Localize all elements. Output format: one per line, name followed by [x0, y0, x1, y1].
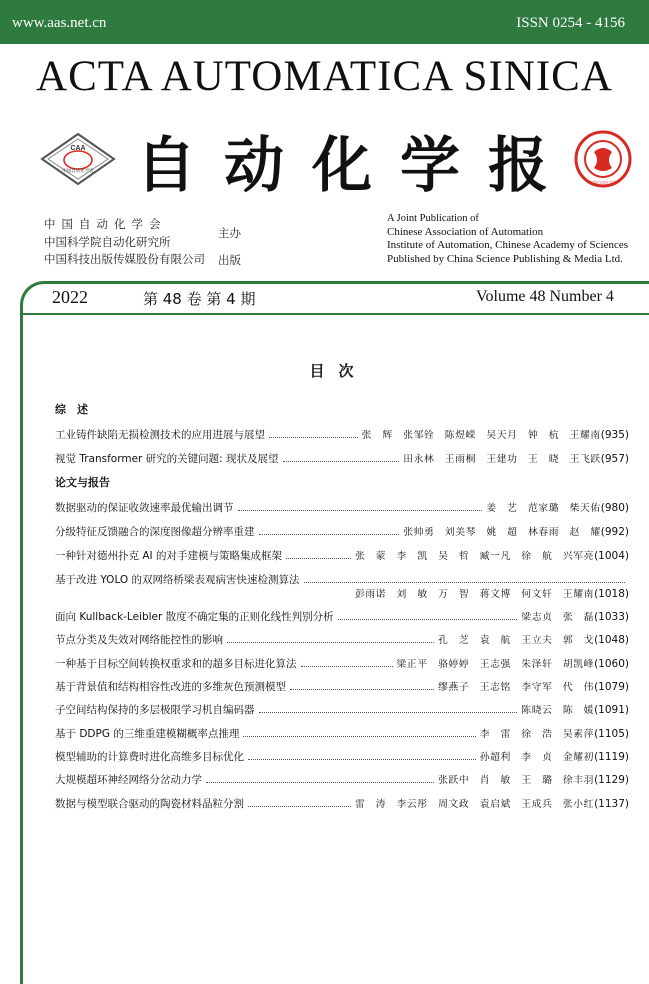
article-title: 基于改进 YOLO 的双网络桥梁表观病害快速检测算法: [55, 574, 300, 586]
toc-heading: 目次: [309, 362, 368, 380]
dot-leader: [290, 681, 434, 690]
dot-leader: [259, 526, 400, 535]
article-page: (1091): [594, 704, 629, 716]
header-bar: [0, 0, 649, 44]
spacer: [59, 589, 351, 597]
article-title: 一种基于目标空间转换权重求和的超多目标进化算法: [55, 658, 297, 670]
journal-url[interactable]: www.aas.net.cn: [12, 15, 107, 31]
article-page: (1033): [594, 611, 629, 623]
role-host: 主办: [218, 226, 241, 240]
section-title: 论文与报告: [55, 476, 110, 489]
article-authors: 姜 艺 范家璐 柴天佑: [486, 503, 601, 514]
toc-entry[interactable]: [55, 702, 629, 716]
toc-entry[interactable]: [55, 726, 629, 740]
article-page: (1018): [594, 588, 629, 600]
role-publish: 出版: [218, 253, 241, 267]
section-title: 综 述: [55, 403, 88, 416]
toc-entry[interactable]: [55, 796, 629, 810]
article-authors: 雷 涛 李云彤 周文政 袁启斌 王成兵 张小红: [354, 799, 595, 810]
sponsor-org: 中国科技出版传媒股份有限公司: [44, 252, 205, 266]
issue-volume-cn: 第 48 卷 第 4 期: [143, 290, 256, 308]
dot-leader: [238, 502, 483, 511]
issn: ISSN 0254 - 4156: [516, 15, 625, 31]
dot-leader: [243, 728, 475, 737]
toc-entry[interactable]: [55, 749, 629, 763]
article-title: 视觉 Transformer 研究的关键问题: 现状及展望: [55, 453, 279, 465]
toc-entry[interactable]: [55, 572, 629, 586]
toc-entry[interactable]: [55, 609, 629, 623]
article-authors: 张 辉 张邹铨 陈煜嵘 吴天月 钟 杭 王耀南: [361, 430, 601, 441]
article-authors: 孙超利 李 贞 金耀初: [479, 752, 595, 763]
toc-entry[interactable]: [55, 500, 629, 514]
journal-title-en: ACTA AUTOMATICA SINICA: [36, 53, 613, 100]
article-title: 基于背景值和结构相容性改进的多维灰色预测模型: [55, 681, 286, 693]
article-title: 大规模超环神经网络分岔动力学: [55, 774, 202, 786]
article-page: (992): [600, 526, 629, 538]
article-page: (1079): [594, 681, 629, 693]
article-page: (935): [600, 429, 629, 441]
dot-leader: [304, 574, 625, 583]
dot-leader: [259, 704, 518, 713]
issue-volume-en: Volume 48 Number 4: [476, 288, 614, 305]
sponsor-org: 中国科学院自动化研究所: [44, 234, 171, 249]
article-title: 分级特征反馈融合的深度图像超分辨率重建: [55, 526, 255, 538]
article-page: (1060): [594, 658, 629, 670]
dot-leader: [269, 429, 358, 438]
article-page: (1119): [594, 751, 629, 763]
caa-logo-subtext: 中国自动化学会: [62, 169, 94, 174]
dot-leader: [283, 453, 400, 462]
toc-entry[interactable]: [55, 451, 629, 465]
article-title: 数据驱动的保证收敛速率最优输出调节: [55, 502, 234, 514]
article-authors: 张跃中 肖 敏 王 璐 徐丰羽: [438, 775, 595, 786]
toc-entry[interactable]: [55, 679, 629, 693]
article-authors: 缪燕子 王志铭 李守军 代 伟: [438, 682, 595, 693]
sponsor-org: 中国自动化学会: [44, 217, 167, 231]
article-title: 数据与模型联合驱动的陶瓷材料晶粒分割: [55, 798, 244, 810]
article-authors: 张 蒙 李 凯 吴 哲 臧一凡 徐 航 兴军亮: [354, 551, 595, 562]
article-authors: 田永林 王雨桐 王建功 王 晓 王飞跃: [403, 454, 601, 465]
toc-entry[interactable]: [55, 656, 629, 670]
seal-text: 中国自动化学会: [589, 180, 617, 185]
dot-leader: [206, 774, 434, 783]
issue-divider: [20, 313, 649, 315]
article-title: 一种针对德州扑克 AI 的对手建模与策略集成框架: [55, 550, 282, 562]
joint-line: Institute of Automation, Chinese Academy of Sciences: [387, 239, 629, 252]
article-page: (980): [600, 502, 629, 514]
article-authors: 李 雷 徐 浩 吴素萍: [479, 729, 595, 740]
article-page: (957): [600, 453, 629, 465]
article-authors: 陈晓云 陈 媛: [521, 705, 595, 716]
article-title: 子空间结构保持的多层极限学习机自编码器: [55, 704, 255, 716]
toc-entry[interactable]: [55, 427, 629, 441]
article-authors: 张帅勇 刘美琴 姚 超 林春雨 赵 耀: [403, 527, 601, 538]
toc-entry[interactable]: [55, 548, 629, 562]
article-authors: 梁志贞 张 磊: [521, 612, 595, 623]
journal-title-cn: 自动化学报: [136, 131, 576, 201]
dot-leader: [338, 611, 518, 620]
dot-leader: [248, 798, 351, 807]
dot-leader: [248, 751, 476, 760]
toc-entry-continued[interactable]: [55, 586, 629, 600]
article-authors: 彭雨诺 刘 敏 万 智 蒋文博 何文轩 王耀南: [354, 589, 595, 600]
toc-entry[interactable]: [55, 524, 629, 538]
article-page: (1137): [594, 798, 629, 810]
issue-year: 2022: [52, 287, 88, 307]
toc-entry[interactable]: [55, 632, 629, 646]
dot-leader: [301, 658, 393, 667]
article-page: (1004): [594, 550, 629, 562]
article-authors: 孔 芝 袁 航 王立夫 郭 戈: [438, 635, 595, 646]
joint-line: Chinese Association of Automation: [387, 225, 544, 238]
article-title: 节点分类及失效对网络能控性的影响: [55, 634, 223, 646]
toc-entry[interactable]: [55, 772, 629, 786]
caa-logo-icon: [40, 132, 116, 186]
joint-line: Published by China Science Publishing & Media Ltd.: [387, 252, 623, 265]
association-seal-icon: [574, 130, 632, 188]
article-title: 面向 Kullback-Leibler 散度不确定集的正则化线性判别分析: [55, 611, 334, 623]
dot-leader: [286, 550, 351, 559]
article-authors: 梁正平 骆婷婷 王志强 朱泽轩 胡凯峰: [396, 659, 595, 670]
article-title: 工业铸件缺陷无损检测技术的应用进展与展望: [55, 429, 265, 441]
dot-leader: [227, 634, 434, 643]
joint-heading: A Joint Publication of: [387, 213, 479, 224]
article-title: 基于 DDPG 的三维重建模糊概率点推理: [55, 728, 240, 740]
article-page: (1129): [594, 774, 629, 786]
article-page: (1105): [594, 728, 629, 740]
caa-logo-text: CAA: [70, 145, 86, 152]
article-page: (1048): [594, 634, 629, 646]
joint-publication: [387, 212, 628, 266]
sponsor-list: [44, 216, 205, 269]
article-title: 模型辅助的计算费时进化高维多目标优化: [55, 751, 244, 763]
